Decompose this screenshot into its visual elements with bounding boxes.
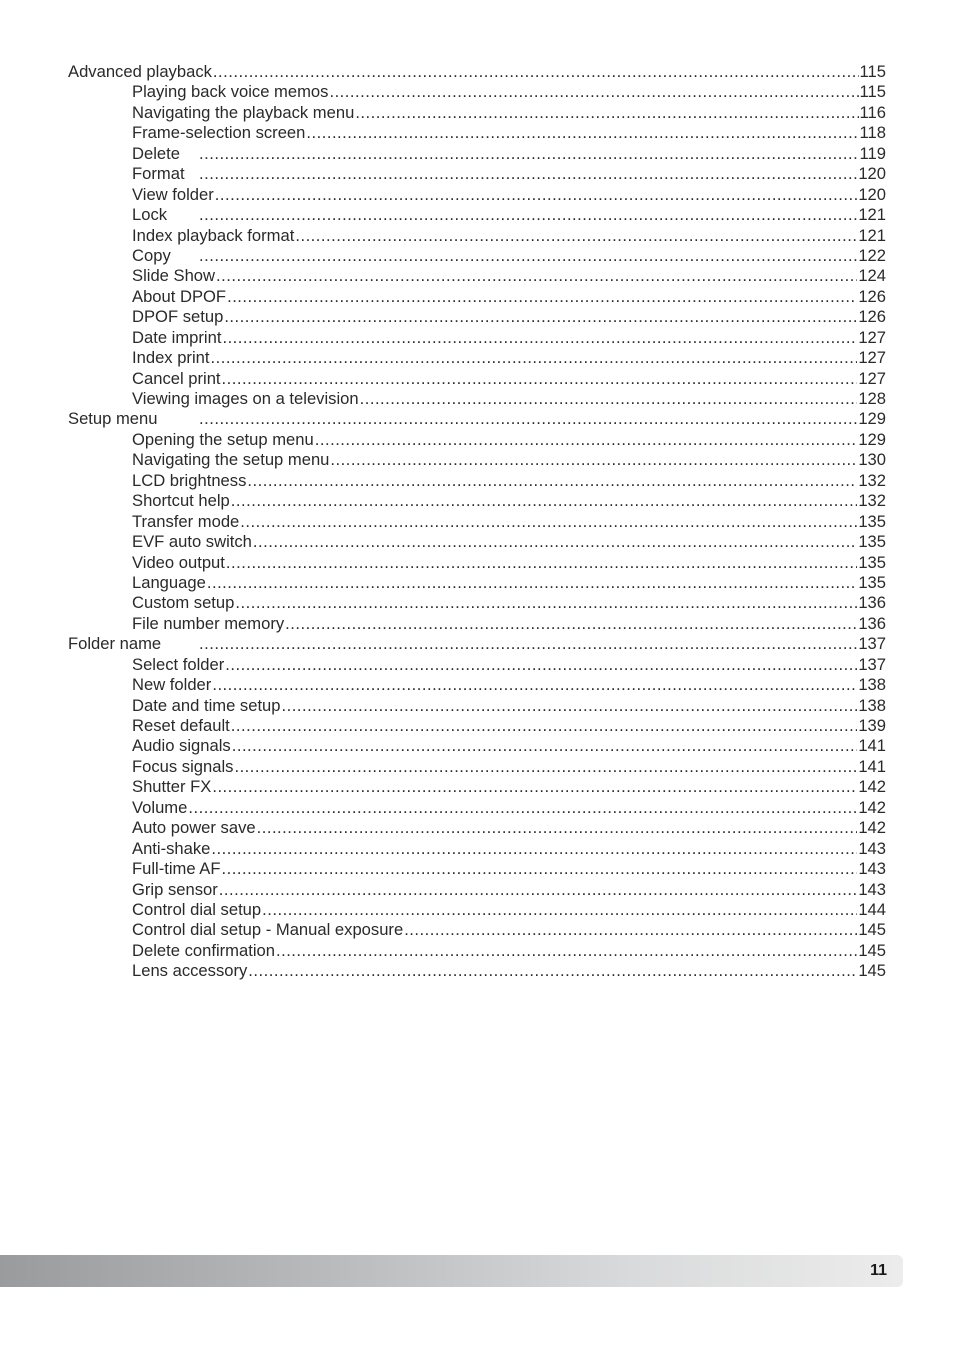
- toc-entry[interactable]: [68, 430, 886, 450]
- toc-entry-title: Focus signals: [132, 756, 234, 776]
- dot-leader: [360, 389, 858, 409]
- toc-entry-title: Shortcut help: [132, 491, 230, 511]
- dot-leader: [330, 450, 857, 470]
- toc-entry[interactable]: [68, 348, 886, 368]
- toc-entry[interactable]: [68, 798, 886, 818]
- dot-leader: [199, 246, 857, 266]
- dot-leader: [235, 593, 857, 613]
- dot-leader: [257, 818, 858, 838]
- toc-entry-title: Custom setup: [132, 593, 235, 613]
- dot-leader: [207, 573, 857, 593]
- toc-entry-page: 118: [859, 123, 886, 143]
- dot-leader: [262, 900, 857, 920]
- toc-section-entry[interactable]: [68, 634, 886, 654]
- toc-entry[interactable]: [68, 307, 886, 327]
- toc-entry-title: Grip sensor: [132, 879, 218, 899]
- toc-entry-title: Auto power save: [132, 818, 256, 838]
- toc-entry[interactable]: [68, 777, 886, 797]
- dot-leader: [222, 859, 858, 879]
- dot-leader: [282, 696, 858, 716]
- toc-entry[interactable]: [68, 491, 886, 511]
- toc-entry-page: 129: [858, 429, 886, 449]
- dot-leader: [199, 164, 857, 184]
- dot-leader: [212, 777, 857, 797]
- toc-entry-title: Delete confirmation: [132, 940, 275, 960]
- toc-entry-title: Audio signals: [132, 736, 231, 756]
- toc-entry[interactable]: [68, 164, 886, 184]
- toc-section-entry[interactable]: [68, 409, 886, 429]
- dot-leader: [247, 471, 857, 491]
- toc-entry-title: Viewing images on a television: [132, 389, 359, 408]
- toc-entry-page: 135: [858, 572, 886, 592]
- toc-entry-page: 144: [858, 899, 886, 919]
- toc-entry-title: Full-time AF: [132, 859, 221, 879]
- toc-entry-title: Navigating the setup menu: [132, 450, 330, 470]
- toc-entry-title: Format: [132, 164, 185, 184]
- toc-entry-page: 139: [858, 716, 886, 735]
- toc-entry[interactable]: [68, 185, 886, 205]
- dot-leader: [199, 409, 857, 429]
- toc-entry-page: 129: [858, 409, 886, 429]
- dot-leader: [285, 614, 857, 634]
- toc-entry[interactable]: [68, 226, 886, 246]
- dot-leader: [306, 123, 858, 143]
- toc-entry[interactable]: [68, 716, 886, 736]
- toc-entry-page: 143: [858, 838, 886, 858]
- toc-entry-title: New folder: [132, 675, 212, 695]
- toc-entry-page: 138: [858, 695, 886, 715]
- dot-leader: [232, 736, 858, 756]
- toc-entry-title: Language: [132, 572, 206, 592]
- toc-entry-page: 136: [858, 593, 886, 613]
- toc-entry-page: 119: [859, 143, 886, 163]
- dot-leader: [222, 328, 857, 348]
- toc-entry[interactable]: [68, 757, 886, 777]
- toc-entry-title: Slide Show: [132, 266, 216, 286]
- dot-leader: [210, 348, 857, 368]
- toc-entry[interactable]: [68, 614, 886, 634]
- toc-section-entry[interactable]: [68, 62, 886, 82]
- toc-entry-title: Lens accessory: [132, 961, 248, 981]
- dot-leader: [219, 880, 858, 900]
- toc-entry-page: 115: [859, 62, 886, 81]
- toc-entry-title: Control dial setup: [132, 899, 262, 919]
- dot-leader: [199, 205, 857, 225]
- toc-entry-title: Cancel print: [132, 368, 221, 388]
- toc-entry-page: 115: [859, 82, 886, 102]
- toc-entry[interactable]: [68, 941, 886, 961]
- table-of-contents: [68, 62, 886, 982]
- toc-entry[interactable]: [68, 144, 886, 164]
- toc-entry-page: 128: [858, 389, 886, 408]
- toc-entry[interactable]: [68, 880, 886, 900]
- toc-entry-page: 135: [858, 552, 886, 572]
- dot-leader: [329, 82, 858, 102]
- toc-entry-page: 135: [858, 511, 886, 531]
- dot-leader: [253, 532, 857, 552]
- toc-entry[interactable]: [68, 328, 886, 348]
- toc-entry-page: 141: [858, 756, 886, 776]
- toc-entry-page: 127: [858, 327, 886, 347]
- toc-entry-title: Control dial setup - Manual exposure: [132, 920, 404, 940]
- toc-entry-page: 122: [858, 245, 886, 265]
- toc-entry[interactable]: [68, 900, 886, 920]
- toc-entry-page: 137: [858, 654, 886, 674]
- toc-entry[interactable]: [68, 266, 886, 286]
- toc-entry[interactable]: [68, 389, 886, 409]
- toc-entry-title: Folder name: [68, 634, 162, 654]
- toc-entry-title: Select folder: [132, 654, 225, 674]
- toc-entry-title: EVF auto switch: [132, 532, 252, 552]
- dot-leader: [248, 961, 857, 981]
- toc-entry-page: 121: [858, 205, 886, 225]
- toc-entry-title: Reset default: [132, 716, 230, 735]
- toc-entry[interactable]: [68, 471, 886, 491]
- toc-entry-page: 126: [858, 286, 886, 306]
- toc-entry-title: View folder: [132, 184, 214, 204]
- toc-entry-page: 124: [858, 266, 886, 286]
- toc-entry[interactable]: [68, 205, 886, 225]
- toc-entry[interactable]: [68, 818, 886, 838]
- toc-entry-page: 136: [858, 613, 886, 633]
- toc-entry-page: 145: [858, 940, 886, 960]
- dot-leader: [211, 839, 857, 859]
- toc-entry[interactable]: [68, 696, 886, 716]
- dot-leader: [227, 287, 857, 307]
- toc-entry-title: Date imprint: [132, 327, 222, 347]
- toc-entry-title: About DPOF: [132, 286, 227, 306]
- toc-entry-title: DPOF setup: [132, 307, 224, 327]
- toc-entry[interactable]: [68, 287, 886, 307]
- toc-entry[interactable]: [68, 593, 886, 613]
- toc-entry-page: 143: [858, 879, 886, 899]
- toc-entry-page: 132: [858, 470, 886, 490]
- dot-leader: [355, 103, 858, 123]
- toc-entry[interactable]: [68, 859, 886, 879]
- toc-entry-page: 142: [858, 797, 886, 817]
- toc-entry-page: 141: [858, 736, 886, 756]
- toc-entry[interactable]: [68, 920, 886, 940]
- page-number: 11: [870, 1262, 887, 1279]
- dot-leader: [404, 920, 857, 940]
- toc-entry-page: 116: [859, 102, 886, 122]
- dot-leader: [226, 553, 857, 573]
- dot-leader: [216, 266, 857, 286]
- dot-leader: [199, 144, 859, 164]
- toc-entry-page: 127: [858, 348, 886, 368]
- toc-entry-title: Playing back voice memos: [132, 82, 329, 102]
- toc-entry-page: 142: [858, 777, 886, 797]
- toc-entry-title: Index print: [132, 348, 210, 368]
- toc-entry-title: Opening the setup menu: [132, 429, 314, 449]
- toc-entry-page: 143: [858, 859, 886, 879]
- dot-leader: [225, 655, 857, 675]
- toc-entry[interactable]: [68, 839, 886, 859]
- toc-entry-title: Advanced playback: [68, 62, 212, 81]
- toc-entry-page: 145: [858, 961, 886, 981]
- toc-entry-title: Index playback format: [132, 225, 295, 245]
- toc-entry-page: 135: [858, 532, 886, 552]
- toc-entry[interactable]: [68, 123, 886, 143]
- dot-leader: [315, 430, 858, 450]
- toc-entry[interactable]: [68, 103, 886, 123]
- toc-entry-title: Setup menu: [68, 409, 158, 429]
- toc-entry-title: Transfer mode: [132, 511, 240, 531]
- toc-entry-page: 145: [858, 920, 886, 940]
- toc-entry[interactable]: [68, 512, 886, 532]
- toc-entry-title: LCD brightness: [132, 470, 247, 490]
- toc-entry-page: 120: [858, 164, 886, 184]
- dot-leader: [213, 62, 859, 82]
- toc-entry-page: 137: [858, 634, 886, 654]
- dot-leader: [188, 798, 857, 818]
- toc-entry-title: File number memory: [132, 613, 285, 633]
- toc-entry[interactable]: [68, 573, 886, 593]
- toc-entry-title: Anti-shake: [132, 838, 211, 858]
- toc-entry[interactable]: [68, 369, 886, 389]
- toc-entry[interactable]: [68, 655, 886, 675]
- toc-entry-title: Shutter FX: [132, 777, 212, 797]
- toc-entry[interactable]: [68, 675, 886, 695]
- toc-entry-title: Copy: [132, 245, 171, 265]
- toc-entry-title: Frame-selection screen: [132, 123, 306, 143]
- toc-entry-page: 142: [858, 818, 886, 838]
- toc-entry-page: 138: [858, 675, 886, 695]
- toc-entry-page: 132: [858, 491, 886, 511]
- dot-leader: [199, 634, 857, 654]
- toc-entry-page: 130: [858, 450, 886, 470]
- dot-leader: [212, 675, 857, 695]
- dot-leader: [295, 226, 857, 246]
- dot-leader: [231, 491, 858, 511]
- dot-leader: [240, 512, 857, 532]
- toc-entry-title: Volume: [132, 797, 188, 817]
- toc-entry[interactable]: [68, 736, 886, 756]
- dot-leader: [231, 716, 858, 736]
- toc-entry-page: 121: [858, 225, 886, 245]
- toc-entry-title: Date and time setup: [132, 695, 281, 715]
- toc-entry[interactable]: [68, 553, 886, 573]
- footer-bar: [0, 1255, 903, 1287]
- toc-entry-title: Video output: [132, 552, 225, 572]
- dot-leader: [222, 369, 858, 389]
- toc-entry[interactable]: [68, 532, 886, 552]
- toc-entry[interactable]: [68, 450, 886, 470]
- toc-entry-page: 120: [858, 184, 886, 204]
- toc-entry-page: 126: [858, 307, 886, 327]
- toc-entry-title: Delete: [132, 143, 180, 163]
- toc-entry[interactable]: [68, 82, 886, 102]
- toc-entry[interactable]: [68, 961, 886, 981]
- dot-leader: [215, 185, 858, 205]
- toc-entry-page: 127: [858, 368, 886, 388]
- toc-entry-title: Lock: [132, 205, 168, 225]
- toc-entry[interactable]: [68, 246, 886, 266]
- dot-leader: [234, 757, 857, 777]
- dot-leader: [224, 307, 857, 327]
- dot-leader: [276, 941, 857, 961]
- toc-entry-title: Navigating the playback menu: [132, 102, 355, 122]
